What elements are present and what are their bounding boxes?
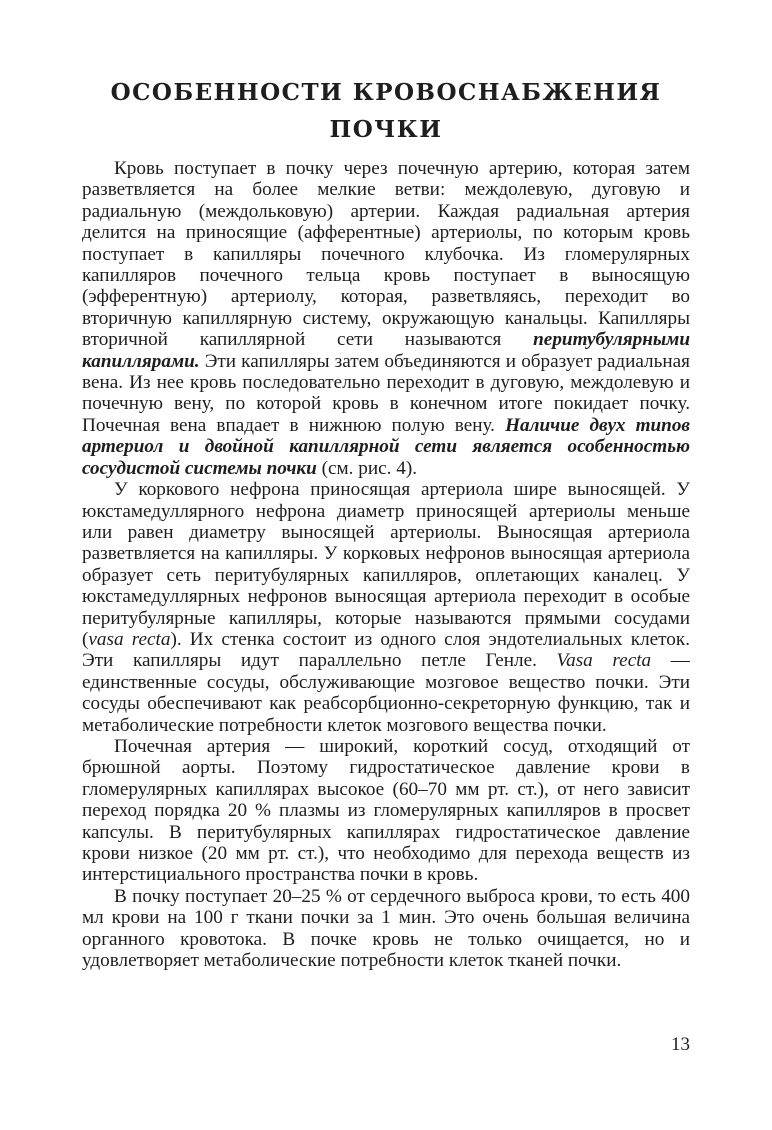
term-peritubular-capillaries: перитубулярными капиллярами.: [82, 329, 690, 372]
body-text: [82, 158, 690, 971]
key-statement: Наличие двух типов артериол и двойной капиллярной сети является особенностью сосудистой системы почки: [82, 414, 690, 479]
paragraph-1-text-a: Кровь поступает в почку через почечную артерию, которая затем разветвляется на более мелкие ветви: междолевую, дуговую и радиальную (междольковую) артерии. Каждая радиальная артерия делится на приносящие (афферентные) артериолы, по которым кровь поступает в капилляры почечного клубочка. Из гломерулярных капилляров почечного тельца кровь поступает в выносящую (эфферентную) артериолу, которая, разветвляясь, переходит во вторичную капиллярную систему, окружающую канальцы. Капилляры вторичной капиллярной сети называются: [82, 158, 690, 351]
paragraph-2-text-e: — единственные сосуды, обслуживающие мозговое вещество почки. Эти сосуды обеспечивают как реабсорбционно-секреторную функцию, так и метаболические потребности клеток мозгового вещества почки.: [82, 650, 690, 736]
page-title-line-1: ОСОБЕННОСТИ КРОВОСНАБЖЕНИЯ: [110, 79, 662, 106]
term-vasa-recta-2: Vasa recta: [556, 650, 652, 672]
figure-reference: (см. рис. 4).: [316, 457, 418, 479]
paragraph-4: В почку поступает 20–25 % от сердечного выброса крови, то есть 400 мл крови на 100 г ткани почки за 1 мин. Это очень большая величина органного кровотока. В почке кровь не только очищается, но и удовлетворяет метаболические потребности клеток тканей почки.: [82, 885, 690, 972]
page-content: [82, 74, 690, 971]
page-title-line-2: ПОЧКИ: [329, 116, 443, 143]
paragraph-1: [82, 158, 690, 479]
term-vasa-recta-1: vasa recta: [88, 628, 171, 650]
paragraph-3: Почечная артерия — широкий, короткий сосуд, отходящий от брюшной аорты. Поэтому гидростатическое давление крови в гломерулярных капиллярах высокое (60–70 мм рт. ст.), от него зависит переход порядка 20 % плазмы из гломерулярных капилляров в просвет капсулы. В перитубулярных капиллярах гидростатическое давление крови низкое (20 мм рт. ст.), что необходимо для перехода веществ из интерстициального пространства почки в кровь.: [82, 735, 690, 886]
paragraph-2-text-a: У коркового нефрона приносящая артериола шире выносящей. У юкстамедуллярного нефрона диаметр приносящей артериолы меньше или равен диаметру выносящей артериолы. Выносящая артериола разветвляется на капилляры. У корковых нефронов выносящая артериола образует сеть перитубулярных капилляров, оплетающих каналец. У юкстамедуллярных нефронов выносящая артериола переходит в особые перитубулярные капилляры, которые называются прямыми сосудами (: [82, 479, 690, 650]
paragraph-1-text-c: Эти капилляры затем объединяются и образует радиальная вена. Из нее кровь последовательно переходит в дуговую, междолевую и почечную вену, по которой кровь в конечном итоге покидает почку. Почечная вена впадает в нижнюю полую вену.: [82, 350, 690, 436]
page-title: [82, 74, 690, 148]
paragraph-2-text-c: ). Их стенка состоит из одного слоя эндотелиальных клеток. Эти капилляры идут параллельно петле Генле.: [82, 628, 691, 672]
page-number: 13: [671, 1034, 690, 1055]
paragraph-2: [82, 479, 690, 736]
